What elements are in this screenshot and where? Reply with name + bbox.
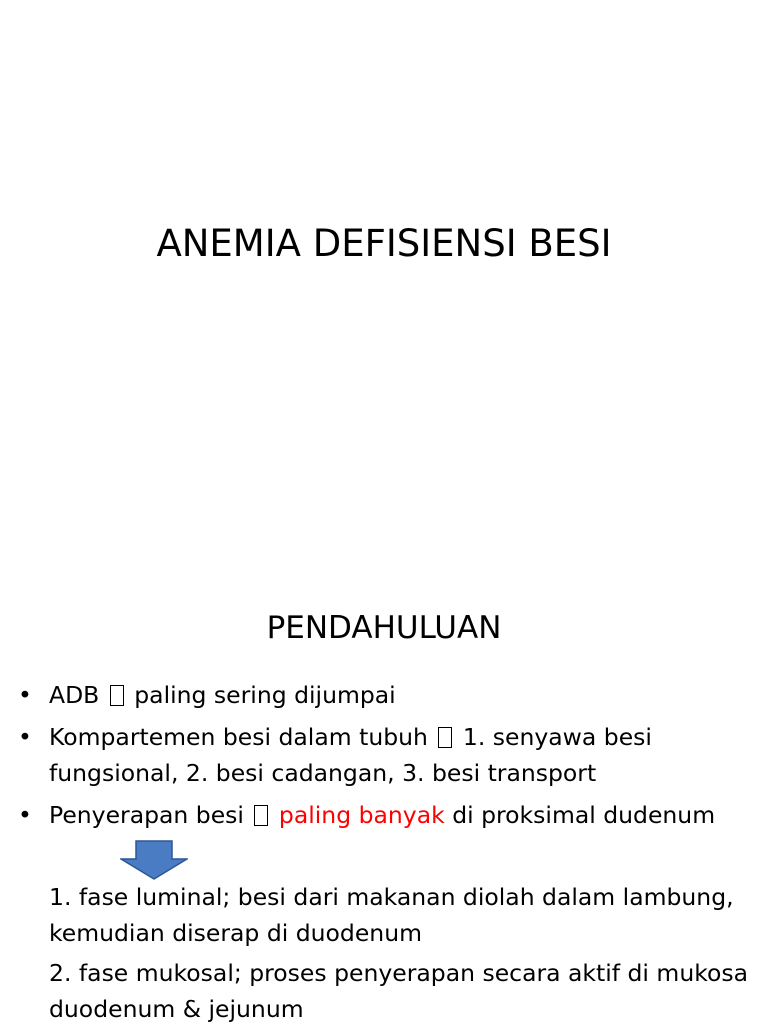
bullet-dot-icon: • bbox=[18, 801, 32, 829]
bullet-dot-icon: • bbox=[18, 723, 32, 751]
phase-item: 1. fase luminal; besi dari makanan diolah dalam lambung, kemudian diserap di duodenum bbox=[49, 883, 734, 947]
bullet-text-start: Kompartemen besi dalam tubuh bbox=[49, 723, 428, 751]
section-heading: PENDAHULUAN bbox=[266, 610, 502, 646]
bullet-item-kompartemen bbox=[18, 719, 758, 791]
bullet-item-penyerapan bbox=[18, 797, 758, 833]
down-arrow-icon bbox=[120, 840, 188, 880]
bullet-text-start: Penyerapan besi bbox=[49, 801, 244, 829]
bullet-dot-icon: • bbox=[18, 681, 32, 709]
presentation-title: ANEMIA DEFISIENSI BESI bbox=[156, 222, 612, 265]
phase-item: 2. fase mukosal; proses penyerapan secara aktif di mukosa duodenum & jejunum bbox=[49, 959, 749, 1023]
bullet-text-end: di proksimal dudenum bbox=[452, 801, 716, 829]
introduction-slide bbox=[0, 576, 768, 1024]
bullet-list bbox=[18, 677, 758, 839]
missing-glyph-icon bbox=[254, 805, 268, 826]
bullet-text-end: paling sering dijumpai bbox=[134, 681, 396, 709]
bullet-text-end: 1. senyawa besi fungsional, 2. besi cadangan, 3. besi transport bbox=[49, 723, 652, 787]
highlighted-text: paling banyak bbox=[278, 801, 445, 829]
missing-glyph-icon bbox=[438, 727, 452, 748]
bullet-item-adb bbox=[18, 677, 758, 713]
missing-glyph-icon bbox=[110, 685, 124, 706]
phase-list bbox=[49, 879, 759, 1024]
bullet-text-start: ADB bbox=[49, 681, 100, 709]
